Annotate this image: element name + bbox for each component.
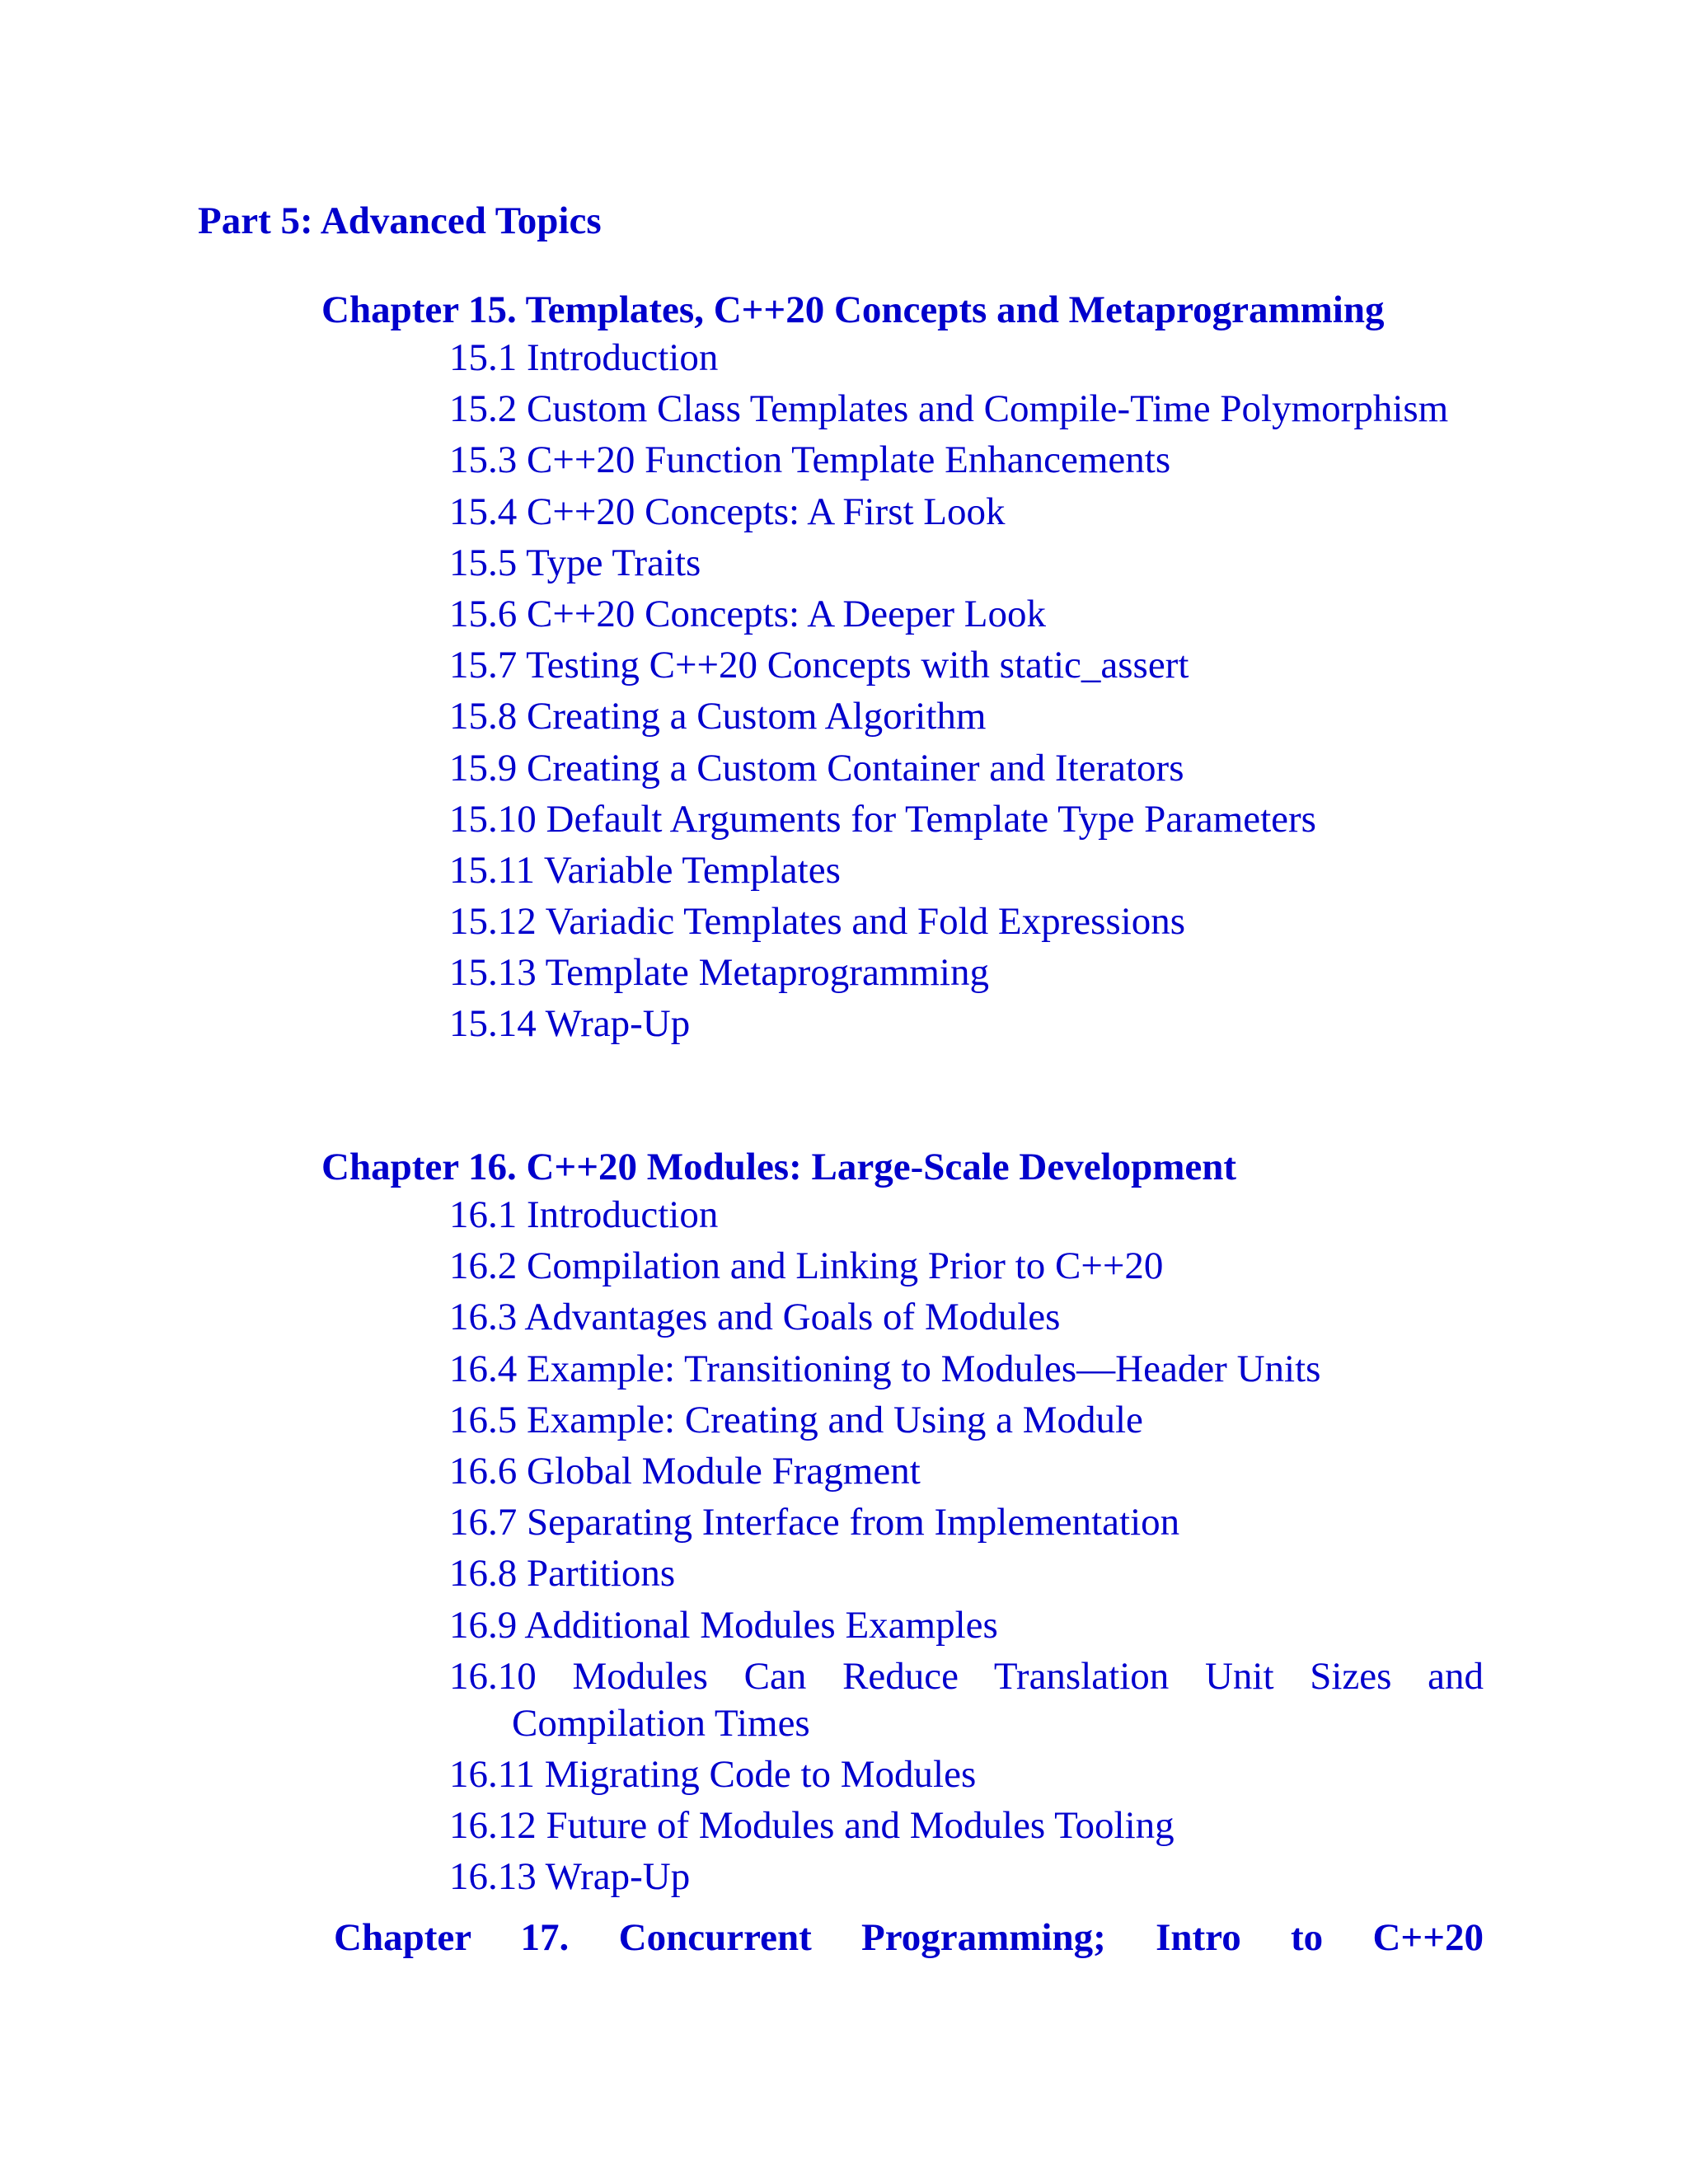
chapter-16-title: Chapter 16. C++20 Modules: Large-Scale Development (321, 1146, 1237, 1188)
section-15-10: 15.10 Default Arguments for Template Type Parameters (449, 797, 1316, 841)
section-16-5: 16.5 Example: Creating and Using a Module (449, 1398, 1143, 1441)
section-16-7: 16.7 Separating Interface from Implementation (449, 1501, 1180, 1544)
section-16-1: 16.1 Introduction (449, 1193, 719, 1236)
section-16-10: 16.10 Modules Can Reduce Translation Unit Sizes and Compilation Times (449, 1654, 1484, 1745)
section-15-2: 15.2 Custom Class Templates and Compile-Time Polymorphism (449, 387, 1449, 431)
section-15-3: 15.3 C++20 Function Template Enhancements (449, 438, 1171, 482)
section-16-9: 16.9 Additional Modules Examples (449, 1603, 998, 1647)
section-16-12: 16.12 Future of Modules and Modules Tooling (449, 1804, 1175, 1848)
chapter-17-title: Chapter 17. Concurrent Programming; Intro to C++20 (334, 1916, 1484, 1959)
section-15-5: 15.5 Type Traits (449, 541, 701, 584)
section-16-11: 16.11 Migrating Code to Modules (449, 1752, 977, 1796)
section-15-4: 15.4 C++20 Concepts: A First Look (449, 490, 1006, 533)
section-15-6: 15.6 C++20 Concepts: A Deeper Look (449, 592, 1046, 635)
section-16-13: 16.13 Wrap-Up (449, 1855, 691, 1899)
section-15-8: 15.8 Creating a Custom Algorithm (449, 695, 987, 738)
section-16-3: 16.3 Advantages and Goals of Modules (449, 1296, 1061, 1339)
part-title: Part 5: Advanced Topics (198, 199, 602, 242)
section-15-14: 15.14 Wrap-Up (449, 1002, 691, 1046)
section-15-1: 15.1 Introduction (449, 336, 719, 379)
chapter-16-section-list (449, 1192, 1484, 1905)
chapter-15-section-list (449, 335, 1484, 1052)
section-16-4: 16.4 Example: Transitioning to Modules—Header Units (449, 1347, 1321, 1390)
section-15-13: 15.13 Template Metaprogramming (449, 951, 989, 995)
section-15-9: 15.9 Creating a Custom Container and Iterators (449, 746, 1184, 790)
section-16-2: 16.2 Compilation and Linking Prior to C++20 (449, 1244, 1164, 1288)
section-15-12: 15.12 Variadic Templates and Fold Expressions (449, 900, 1186, 944)
section-16-6: 16.6 Global Module Fragment (449, 1449, 921, 1493)
chapter-15-title: Chapter 15. Templates, C++20 Concepts and Metaprogramming (321, 288, 1385, 331)
section-16-8: 16.8 Partitions (449, 1552, 676, 1596)
section-15-7: 15.7 Testing C++20 Concepts with static_assert (449, 644, 1189, 687)
section-15-11: 15.11 Variable Templates (449, 848, 841, 892)
